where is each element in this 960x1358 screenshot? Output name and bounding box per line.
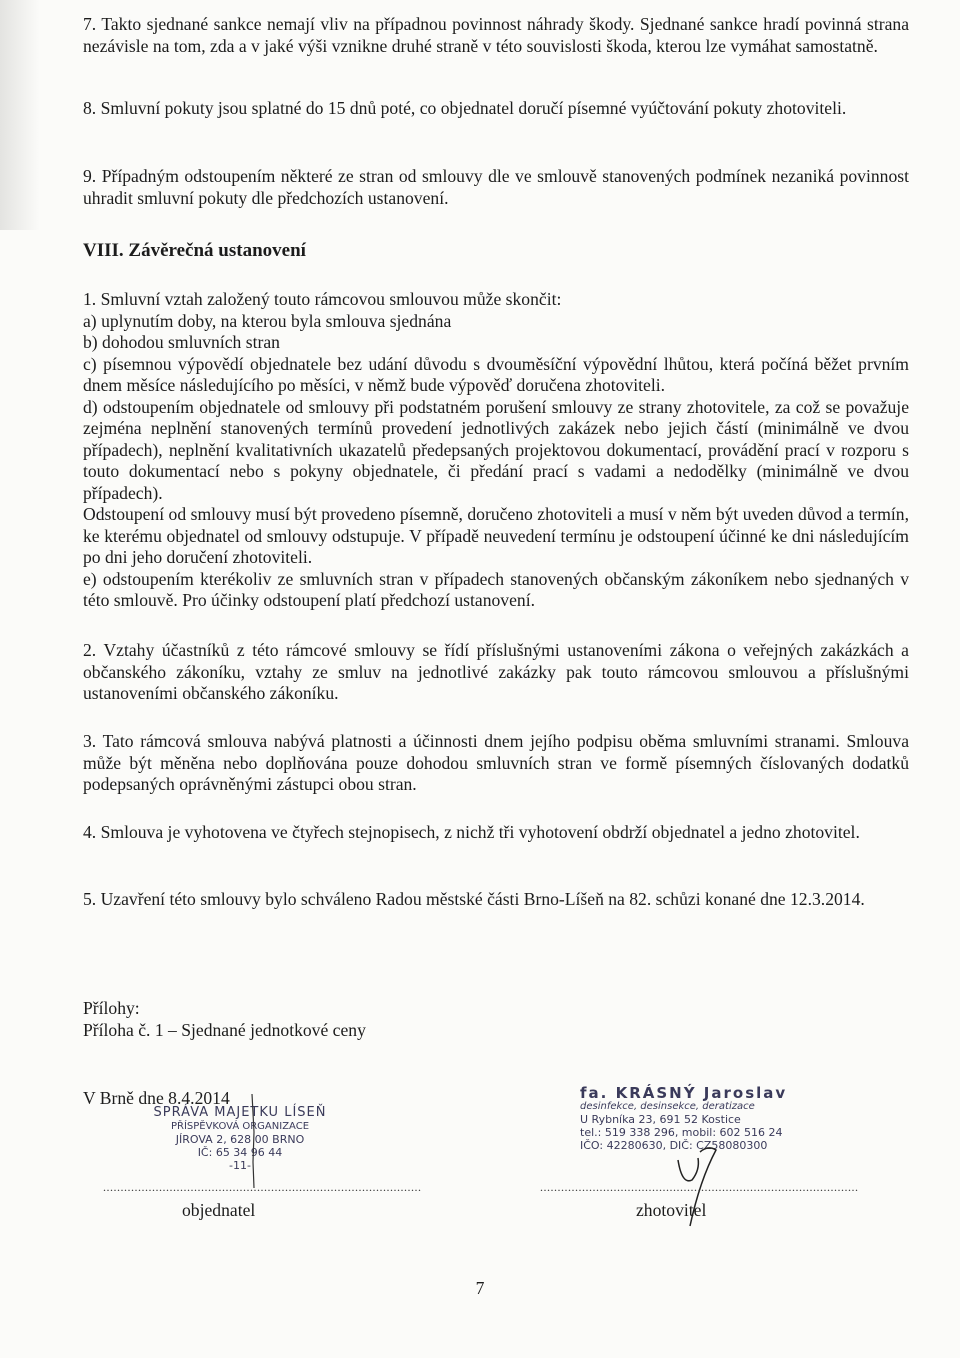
para-5-text: 5. Uzavření této smlouvy bylo schváleno Radou městské části Brno-Líšeň na 82. schůzi konané dne 12.3.2014.: [83, 889, 865, 909]
attachment-item: Příloha č. 1 – Sjednané jednotkové ceny: [83, 1019, 366, 1040]
clause-7: [83, 14, 909, 57]
clause-9: [83, 166, 909, 209]
para-1-d: d) odstoupením objednatele od smlouvy při podstatném porušení smlouvy ze strany zhotovitele, za což se považuje zejména neplnění stanovených termínů provedení jednotlivých zakázek nebo jejich částí (minimálně ve dvou případech), neplnění kvalitativních ukazatelů předepsaných projektovou dokumentací, provádění prací v rozporu s touto dokumentací nebo s pokyny objednatele, či předání prací s vadami a nedodělky (minimálně ve dvou případech).: [83, 396, 909, 503]
left-stamp-line-1: SPRÁVA MAJETKU LÍSEŇ: [153, 1105, 327, 1120]
para-3-text: 3. Tato rámcová smlouva nabývá platnosti a účinnosti dnem jejího podpisu oběma smluvními stranami. Smlouva může být měněna nebo doplňována pouze dohodou smluvních stran ve formě písemných číslovaných dodatků podepsaných oprávněnými zástupci obou stran.: [83, 731, 909, 794]
right-stamp-line-2: desinfekce, desinsekce, deratizace: [580, 1101, 755, 1112]
section-para-4: [83, 822, 909, 844]
section-para-2: [83, 640, 909, 705]
section-para-3: [83, 731, 909, 796]
para-1-b: b) dohodou smluvních stran: [83, 332, 280, 352]
para-1-e: e) odstoupením kterékoliv ze smluvních stran v případech stanovených občanským zákoníkem nebo sjednaných v této smlouvě. Pro účinky odstoupení platí předchozí ustanovení.: [83, 568, 909, 610]
section-heading: VIII. Závěrečná ustanovení: [83, 240, 306, 261]
left-signature-mark: [238, 1092, 268, 1192]
right-signature-label: zhotovitel: [636, 1200, 707, 1220]
attachments-label: Přílohy:: [83, 998, 140, 1018]
right-stamp-line-1: fa. KRÁSNÝ Jaroslav: [580, 1084, 788, 1102]
right-stamp-line-3: U Rybníka 23, 691 52 Kostice: [580, 1113, 741, 1126]
para-1-a: a) uplynutím doby, na kterou byla smlouva sjednána: [83, 310, 452, 331]
para-4-text: 4. Smlouva je vyhotovena ve čtyřech stejnopisech, z nichž tři vyhotovení obdrží objednatel a jedno zhotovitel.: [83, 822, 860, 842]
para-1-intro: 1. Smluvní vztah založený touto rámcovou smlouvou může skončit:: [83, 289, 562, 309]
left-stamp-line-5: -11-: [229, 1159, 251, 1172]
para-1-d-continuation: Odstoupení od smlouvy musí být provedeno písemně, doručeno zhotoviteli a musí v něm být uveden důvod a termín, ke kterému objednatel od smlouvy odstupuje. V případě neuvedení termínu je odstoupení účinné ke dni následujícím po dni jeho doručení zhotoviteli.: [83, 504, 909, 567]
clause-8: [83, 98, 909, 120]
clause-8-text: 8. Smluvní pokuty jsou splatné do 15 dnů poté, co objednatel doručí písemné vyúčtování pokuty zhotoviteli.: [83, 98, 847, 118]
para-1-c: c) písemnou výpovědí objednatele bez udání důvodu s dvouměsíční výpovědní lhůtou, která počíná běžet prvním dnem měsíce následujícího po měsíci, v němž bude výpověď doručena zhotoviteli.: [83, 353, 909, 395]
para-2-text: 2. Vztahy účastníků z této rámcové smlouvy se řídí příslušnými ustanoveními zákona o veřejných zakázkách a občanského zákoníku, vztahy ze smluv na jednotlivé zakázky pak touto rámcovou smlouvou a příslušnými ustanoveními občanského zákoníku.: [83, 640, 909, 703]
section-para-1: [83, 289, 909, 612]
right-stamp-line-4: tel.: 519 338 296, mobil: 602 516 24: [580, 1126, 783, 1139]
clause-7-text: 7. Takto sjednané sankce nemají vliv na případnou povinnost náhrady škody. Sjednané sankce hradí povinná strana nezávisle na tom, zda a v jaké výši vznikne druhé straně v této souvislosti škoda, kterou lze vymáhat samostatně.: [83, 14, 909, 56]
scan-edge-shadow: [0, 0, 40, 230]
right-signature-line: ...........................................................................................: [540, 1180, 859, 1194]
left-signature-label: objednatel: [182, 1200, 256, 1220]
place-date-text: V Brně dne 8.4.2014: [83, 1088, 230, 1108]
left-signature-line: ...........................................................................................: [103, 1180, 422, 1194]
left-stamp-line-2: PŘÍSPĚVKOVÁ ORGANIZACE: [170, 1121, 310, 1132]
page-number: 7: [475, 1278, 485, 1298]
section-para-5: [83, 889, 909, 911]
right-stamp-line-5: IČO: 42280630, DIČ: CZ58080300: [580, 1139, 768, 1152]
left-stamp-line-3: JÍROVA 2, 628 00 BRNO: [175, 1133, 305, 1146]
clause-9-text: 9. Případným odstoupením některé ze stran od smlouvy dle ve smlouvě stanovených podmínek nezaniká povinnost uhradit smluvní pokuty dle předchozích ustanovení.: [83, 166, 909, 208]
left-stamp-line-4: IČ: 65 34 96 44: [197, 1146, 283, 1159]
attachments: [83, 998, 909, 1041]
